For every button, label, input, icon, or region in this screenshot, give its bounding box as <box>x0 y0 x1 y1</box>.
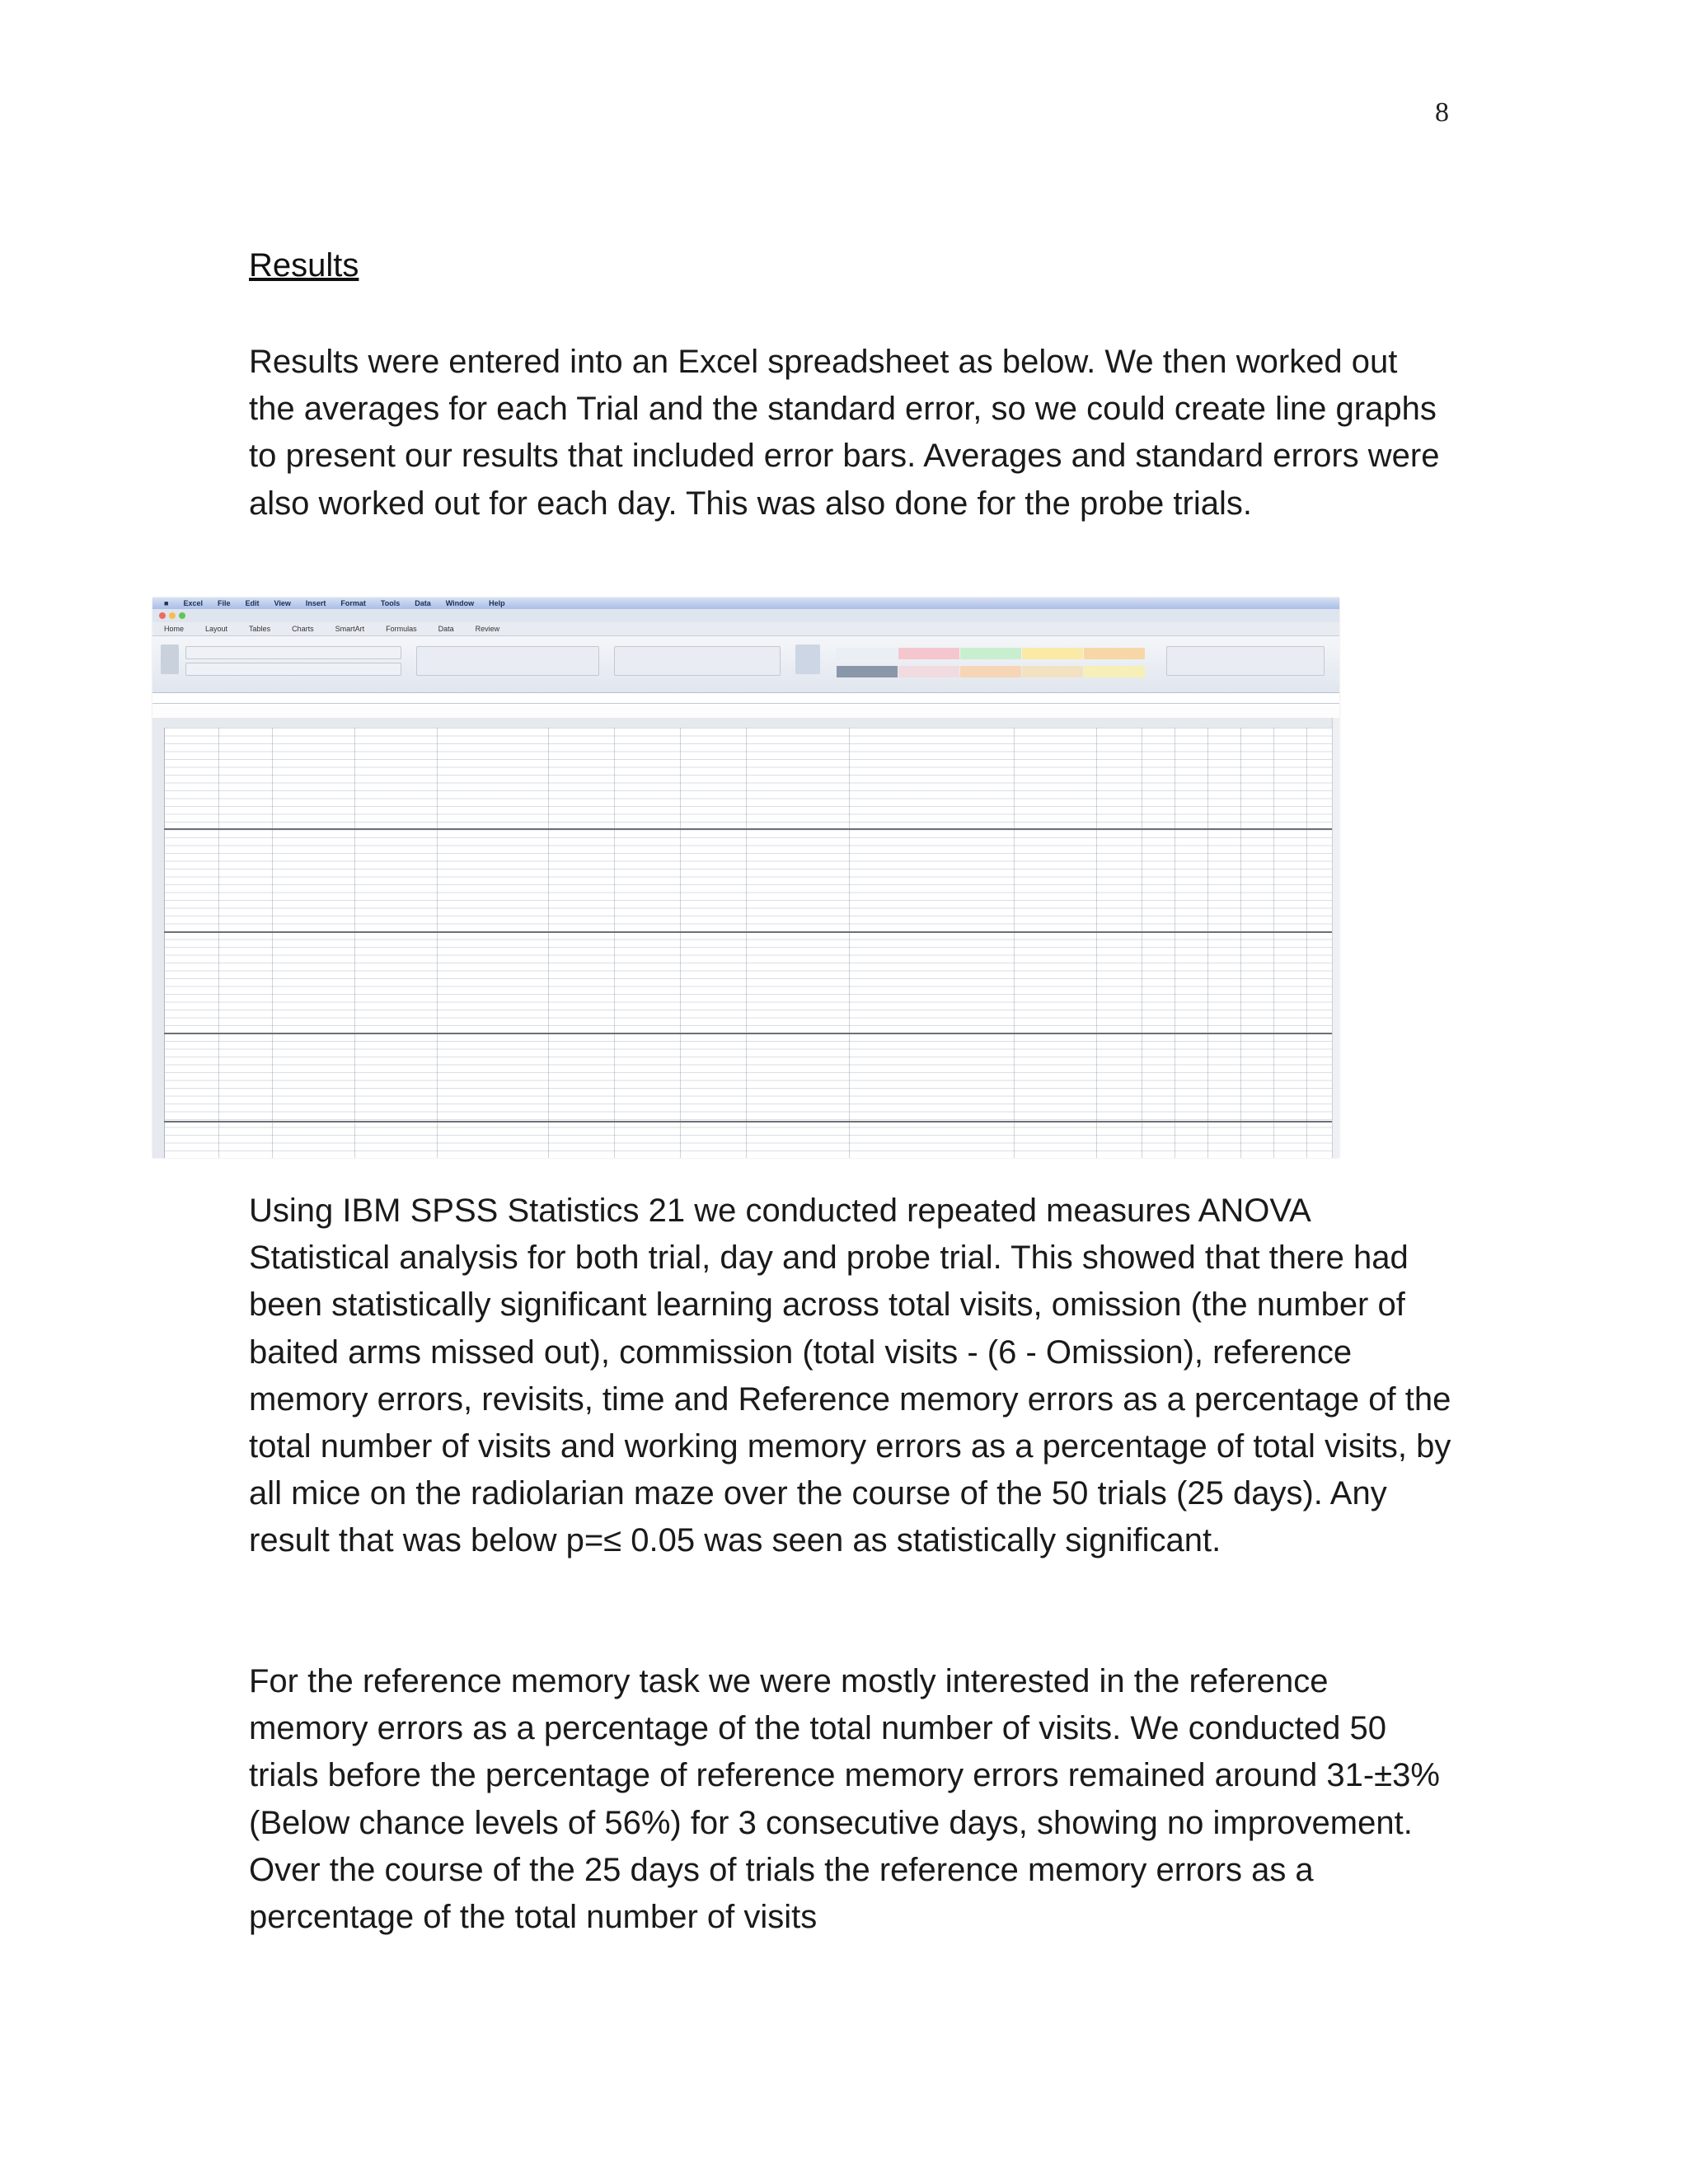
number-controls <box>614 646 781 676</box>
style-explanatory <box>898 666 959 677</box>
zoom-icon <box>179 612 185 619</box>
style-note <box>1084 666 1145 677</box>
app-menubar <box>152 598 1339 609</box>
style-good <box>960 648 1021 659</box>
menu-item: Tools <box>380 599 401 607</box>
apple-icon: ■ <box>164 599 169 607</box>
font-controls <box>185 646 401 659</box>
paragraph-analysis: Using IBM SPSS Statistics 21 we conducted repeated measures ANOVA Statistical analysis for both trial, day and probe trial. This showed that there had been statistically significant learning across total visits, omission (the number of baited arms missed out), commission (total visits - (6 - Omission), reference memory errors, revisits, time and Reference memory errors as a percentage of the total number of visits and working memory errors as a percentage of total visits, by all mice on the radiolarian maze over the course of the 50 trials (25 days). Any result that was below p=≤ 0.05 was seen as statistically significant. <box>249 1193 1451 1559</box>
spreadsheet-screenshot <box>152 598 1339 1158</box>
menu-item: Excel <box>183 599 203 607</box>
ribbon-tabs <box>152 622 1339 636</box>
menu-item: Window <box>445 599 475 607</box>
ribbon-tab: Charts <box>292 625 314 633</box>
vertical-scrollbar <box>1332 718 1339 1158</box>
section-heading: Results <box>249 247 359 284</box>
ribbon-tab: Formulas <box>386 625 417 633</box>
close-icon <box>159 612 166 619</box>
style-linked <box>1022 666 1083 677</box>
ribbon-tab: SmartArt <box>335 625 365 633</box>
menu-item: View <box>274 599 291 607</box>
paragraph-intro: Results were entered into an Excel spreadsheet as below. We then worked out the averages for each Trial and the standard error, so we could create line graphs to present our results that included error bars. Averages and standard errors were also worked out for each day. This was also done for the probe trials. <box>249 344 1440 522</box>
style-neutral <box>1022 648 1083 659</box>
menu-item: Insert <box>305 599 326 607</box>
menu-item: Help <box>489 599 505 607</box>
minimize-icon <box>169 612 176 619</box>
menu-item: Data <box>415 599 431 607</box>
window-titlebar <box>152 609 1339 622</box>
ribbon-tab: Tables <box>249 625 271 633</box>
style-calculation <box>1084 648 1145 659</box>
alignment-controls <box>416 646 599 676</box>
paragraph-reference-memory: For the reference memory task we were mostly interested in the reference memory errors as a percentage of the total number of visits. We conducted 50 trials before the percentage of reference memory errors remained around 31-±3% (Below chance levels of 56%) for 3 consecutive days, showing no improvement. Over the course of the 25 days of trials the reference memory errors as a percentage of the total number of visits <box>249 1663 1440 1936</box>
row-headers <box>152 728 165 1158</box>
style-normal <box>837 648 898 659</box>
ribbon-tab: Review <box>475 625 500 633</box>
menu-item: Format <box>340 599 366 607</box>
ribbon-tab: Layout <box>205 625 228 633</box>
ribbon-tab: Data <box>438 625 454 633</box>
ribbon-toolbar <box>152 636 1339 693</box>
ribbon-tab: Home <box>164 625 185 633</box>
style-bad <box>898 648 959 659</box>
conditional-format-icon <box>795 644 820 674</box>
style-hyperlink <box>837 666 898 677</box>
menu-item: File <box>217 599 231 607</box>
page-number: 8 <box>1435 97 1449 128</box>
format-controls <box>185 663 401 676</box>
cells-themes-controls <box>1166 646 1325 676</box>
style-input <box>960 666 1021 677</box>
window-controls <box>159 612 185 619</box>
formula-bar <box>152 693 1339 704</box>
paste-icon <box>161 644 179 674</box>
menu-item: Edit <box>245 599 260 607</box>
